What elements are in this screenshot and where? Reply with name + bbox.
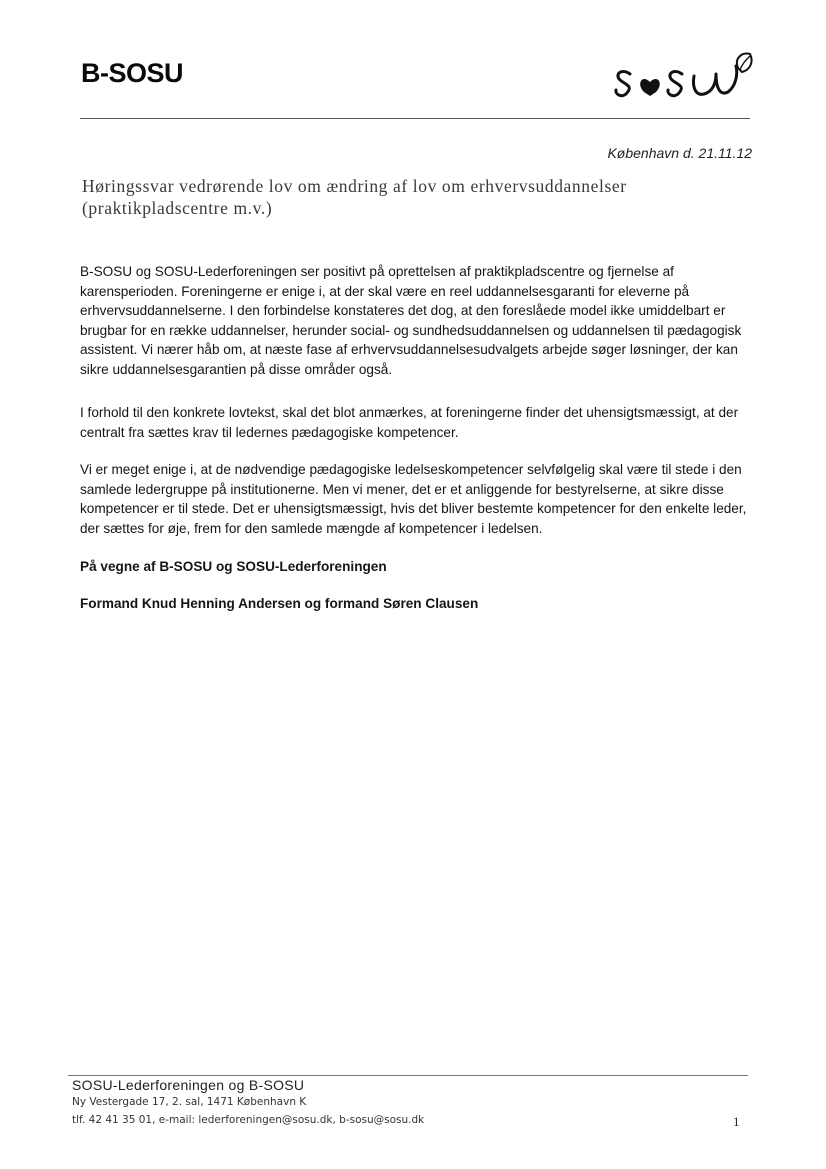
sosu-logo-graphic [612, 52, 757, 104]
body-paragraph-3: Vi er meget enige i, at de nødvendige pædagogiske ledelseskompetencer selvfølgelig skal være til stede i den samlede ledergruppe på institutionerne. Men vi mener, det er et anliggende for bestyrelserne, at sikre disse kompetencer er til stede. Det er uhensigtsmæssigt, hvis det bliver bestemte kompetencer for den enkelte leder, der sættes for øje, frem for den samlede mængde af kompetencer i ledelsen. [80, 462, 747, 536]
header-divider [80, 118, 750, 119]
footer-contact: tlf. 42 41 35 01, e-mail: lederforeningen@sosu.dk, b-sosu@sosu.dk [72, 1114, 425, 1126]
document-date: København d. 21.11.12 [607, 145, 752, 161]
body-paragraph-1: B-SOSU og SOSU-Lederforeningen ser positivt på oprettelsen af praktikpladscentre og fjernelse af karensperioden. Foreningerne er enige i, at der skal være en reel uddannelsesgaranti for eleverne på erhvervsuddannelserne. I den forbindelse konstateres det dog, at den foreslåede model ikke umiddelbart er brugbar for en række uddannelser, herunder social- og sundhedsuddannelsen og uddannelsen til pædagogisk assistent. Vi nærer håb om, at næste fase af erhvervsuddannelsesudvalgets arbejde søger løsninger, der kan sikre uddannelsesgarantien på disse områder også. [80, 264, 742, 377]
sosu-logo [612, 52, 757, 104]
document-title: Høringssvar vedrørende lov om ændring af lov om erhvervsuddannelser (praktikpladscentre m.v.) [82, 176, 627, 218]
page-number: 1 [733, 1114, 740, 1129]
body-paragraph-2: I forhold til den konkrete lovtekst, skal det blot anmærkes, at foreningerne finder det uhensigtsmæssigt, at der centralt fra sættes krav til ledernes pædagogiske kompetencer. [80, 405, 739, 440]
signature-line-2: Formand Knud Henning Andersen og formand Søren Clausen [80, 596, 479, 611]
footer-address: Ny Vestergade 17, 2. sal, 1471 København K [72, 1096, 307, 1108]
footer-title: SOSU-Lederforeningen og B-SOSU [72, 1077, 305, 1093]
org-name-b-sosu: B-SOSU [81, 58, 184, 88]
signature-line-1: På vegne af B-SOSU og SOSU-Lederforeningen [80, 559, 387, 574]
footer-divider [68, 1075, 748, 1076]
